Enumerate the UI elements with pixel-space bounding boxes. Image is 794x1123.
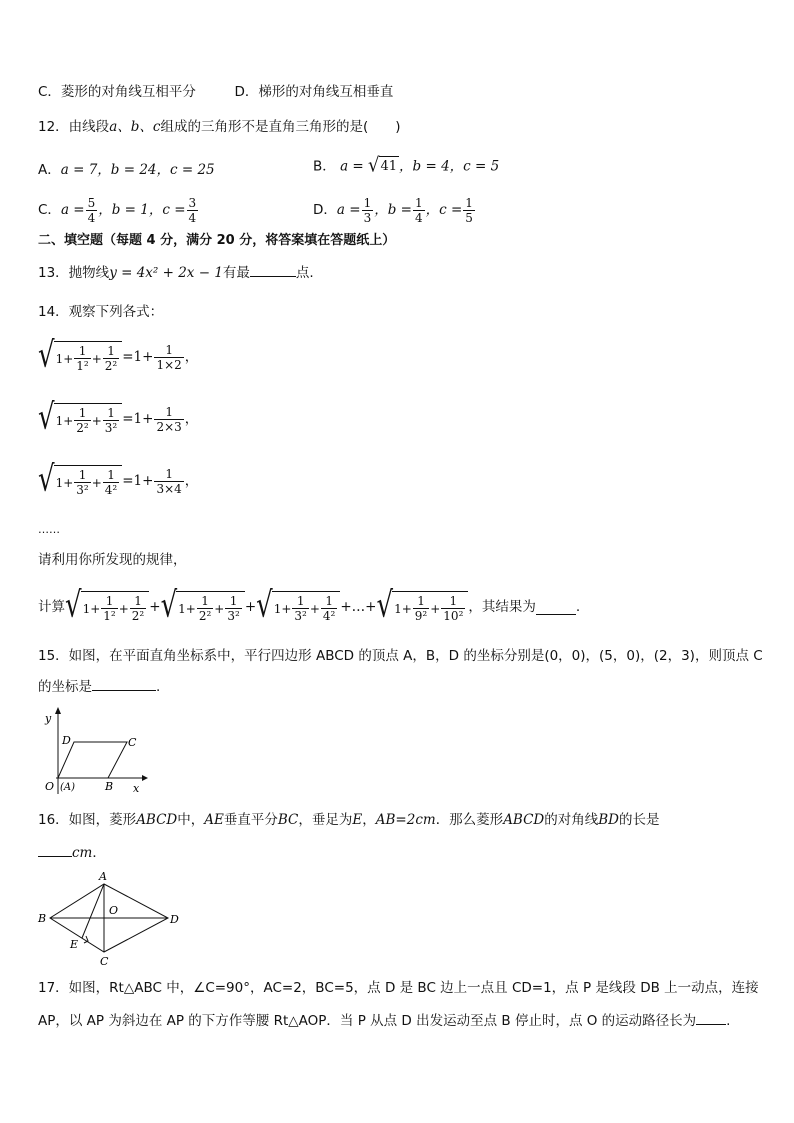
numerator: 1 <box>414 195 423 210</box>
q14-formula-1: √ 1+ $\frac{1}{\text{1²}}$ + $\frac{1}{\text{2²}}$ =1+ $\frac{1}{1\times 2}$ ， <box>38 335 199 376</box>
q11-option-d: D．梯形的对角线互相垂直 <box>234 84 394 100</box>
q16-abcd: ABCD <box>136 812 178 828</box>
label-o: O <box>45 780 55 793</box>
answer-blank[interactable] <box>92 676 156 691</box>
q12-b-rest: ，b = 4，c = 5 <box>399 158 500 175</box>
q12-option-d: D． a = $\frac{1}{3}$ ，b = $\frac{1}{4}$ ，c = $\frac{1}{5}$ <box>313 195 473 225</box>
q16-bc: BC <box>277 812 299 828</box>
q15-line2 <box>38 676 160 697</box>
q14-formula-3: √ 1+ $\frac{1}{\text{3²}}$ + $\frac{1}{\text{4²}}$ =1+ $\frac{1}{3\times 4}$ ， <box>38 459 199 500</box>
q15-line2-text: 的坐标是 <box>38 679 92 695</box>
sqrt-symbol: √ 1+ $\frac{1}{\text{2²}}$ + $\frac{1}{\text{3²}}$ <box>38 403 122 435</box>
sqrt-symbol: √ 1+ $\frac{1}{\text{3²}}$ + $\frac{1}{\text{4²}}$ <box>38 465 122 497</box>
q13-text-b: 有最 <box>222 265 250 281</box>
q16-text: ．那么菱形 <box>435 812 504 828</box>
denominator: 3² <box>76 483 89 497</box>
denominator: 3² <box>227 609 240 623</box>
sqrt-symbol: √ 1+ $\frac{1}{\text{9²}}$ + $\frac{1}{\text{10²}}$ <box>377 591 469 623</box>
q12-a-label: A． <box>38 162 61 178</box>
sqrt-symbol: √ 1+ $\frac{1}{\text{2²}}$ + $\frac{1}{\text{3²}}$ <box>161 591 245 623</box>
label-e: E <box>70 938 79 951</box>
denominator: 4 <box>87 210 96 225</box>
fraction <box>463 196 475 225</box>
sqrt-symbol: √ 1+ $\frac{1}{\text{3²}}$ + $\frac{1}{\text{4²}}$ <box>256 591 340 623</box>
q12-b-a: a = <box>340 158 369 175</box>
q16-text: 16．如图，菱形 <box>38 812 137 828</box>
numerator: 1 <box>363 195 372 210</box>
parallelogram-figure <box>36 704 150 796</box>
q17-line2-text: AP，以 AP 为斜边在 AP 的下方作等腰 Rt△AOP．当 P 从点 D 出发运动至点 B 停止时，点 O 的运动路径长为 <box>38 1013 697 1029</box>
label-d: D <box>170 913 179 926</box>
period: ． <box>92 845 106 861</box>
fraction <box>362 196 374 225</box>
denominator: 4 <box>188 210 197 225</box>
denominator: 2² <box>76 421 89 435</box>
label-b: B <box>105 780 114 793</box>
answer-blank[interactable] <box>696 1010 726 1025</box>
period: . <box>156 679 161 695</box>
q12-d-label: D． <box>313 202 337 218</box>
q14-formula-2: √ 1+ $\frac{1}{\text{2²}}$ + $\frac{1}{\text{3²}}$ =1+ $\frac{1}{2\times 3}$ ， <box>38 397 199 438</box>
numerator: 1 <box>465 195 473 210</box>
answer-blank[interactable] <box>536 600 576 615</box>
sqrt-symbol: √ 41 <box>368 153 398 177</box>
denominator: 4 <box>414 210 423 225</box>
q17-line2 <box>38 1010 730 1031</box>
q16-text: 的长是 <box>619 812 660 828</box>
label-x: x <box>133 782 140 795</box>
q16-line2 <box>38 842 106 863</box>
q14-calc: 计算 √ 1+ $\frac{1}{\text{1²}}$ + $\frac{1}{\text{2²}}$ + √ 1+ $\frac{1}{\text{2²}}$ + $\frac{1}{\text{3²}}$ + √ 1+ $\frac{1}{\text{3²}}$ + $\frac{1}{\text{4²}}$ +…+ √ 1+ $\frac{1}{\text{9²}}$ + $\frac{1}{\text{10²}}$ ，其结果为 . <box>38 585 581 626</box>
denominator: 3² <box>104 421 118 435</box>
q14-tail: ，其结果为 <box>468 599 536 615</box>
denominator: 1×2 <box>156 357 182 372</box>
sqrt-symbol: √ 1+ $\frac{1}{\text{1²}}$ + $\frac{1}{\text{2²}}$ <box>38 341 122 373</box>
q14-title: 14．观察下列各式： <box>38 304 164 320</box>
q16-line1 <box>38 810 660 830</box>
q12-stem <box>38 117 401 137</box>
q16-text: ， <box>362 812 376 828</box>
rhombus-figure <box>36 868 186 970</box>
q12-c-b: b = 1， <box>111 202 163 218</box>
denominator: 2² <box>198 609 212 623</box>
q13-text-a: 13．抛物线 <box>38 265 110 281</box>
fraction <box>413 196 425 225</box>
label-b: B <box>38 912 47 925</box>
q16-text: 中， <box>177 812 205 828</box>
denominator: 2² <box>131 609 145 623</box>
q12-b-label: B． <box>313 158 336 175</box>
q12-option-a <box>38 160 215 180</box>
label-d: D <box>62 734 71 747</box>
segment-ae <box>82 884 104 938</box>
numerator: 5 <box>87 195 96 210</box>
q12-stem-end: 组成的三角形不是直角三角形的是( ) <box>160 119 401 135</box>
q12-vars: a、b、c <box>109 119 161 135</box>
section-heading: 二、填空题（每题 4 分，满分 20 分，将答案填在答题纸上） <box>38 233 396 248</box>
denominator: 2² <box>104 359 118 373</box>
fraction <box>187 196 199 225</box>
q12-b-radicand: 41 <box>379 156 400 177</box>
denominator: 3² <box>294 609 307 623</box>
parallelogram <box>58 742 127 778</box>
denominator: 3 <box>363 210 372 225</box>
q14-calc-label: 计算 <box>38 599 65 615</box>
denominator: 1² <box>103 609 116 623</box>
q12-c-label: C． <box>38 202 61 218</box>
period: . <box>575 599 581 615</box>
y-axis-arrow <box>55 707 61 714</box>
q16-abcd: ABCD <box>503 812 545 828</box>
label-a: A <box>99 870 107 883</box>
denominator: 4² <box>322 609 336 623</box>
q13-formula: y = 4x² + 2x − 1 <box>109 265 223 281</box>
label-c: C <box>128 736 137 749</box>
denominator: 5 <box>465 210 473 225</box>
q16-unit: cm <box>72 845 93 861</box>
x-axis-arrow <box>142 775 148 781</box>
denominator: 1² <box>76 359 89 373</box>
denominator: 4² <box>104 483 118 497</box>
label-c: C <box>100 955 109 968</box>
sqrt-symbol: √ 1+ $\frac{1}{\text{1²}}$ + $\frac{1}{\text{2²}}$ <box>65 591 149 623</box>
denominator: 9² <box>414 609 428 623</box>
denominator: 2×3 <box>156 419 182 434</box>
q13 <box>38 262 314 283</box>
q16-bd: BD <box>598 812 620 828</box>
q16-text: 的对角线 <box>544 812 599 828</box>
q12-option-b <box>313 153 500 177</box>
label-y: y <box>45 712 52 725</box>
denominator: 10² <box>443 609 464 623</box>
answer-blank[interactable] <box>38 842 72 857</box>
label-o: O <box>109 904 119 917</box>
q14-hint: 请利用你所发现的规律， <box>38 552 187 568</box>
denominator: 3×4 <box>156 481 182 496</box>
period: . <box>726 1013 731 1029</box>
answer-blank[interactable] <box>250 262 296 277</box>
q16-e: E <box>352 812 363 828</box>
ellipsis: …… <box>38 523 60 536</box>
fraction <box>86 196 98 225</box>
q16-ab: AB=2cm <box>375 812 436 828</box>
q12-option-c: C． a = $\frac{5}{4}$ ， b = 1， c = $\frac{3}{4}$ <box>38 195 197 225</box>
numerator: 3 <box>188 195 197 210</box>
q12-a-text: a = 7，b = 24，c = 25 <box>60 162 215 178</box>
q16-ae: AE <box>204 812 224 828</box>
label-a: (A) <box>60 782 76 793</box>
q11-options-line <box>38 82 393 102</box>
q11-option-c: C．菱形的对角线互相平分 <box>38 84 196 100</box>
q16-text: 垂直平分 <box>223 812 278 828</box>
q17-line1: 17．如图，Rt△ABC 中，∠C=90°，AC=2，BC=5，点 D 是 BC 边上一点且 CD=1，点 P 是线段 DB 上一动点，连接 <box>38 980 759 996</box>
q12-stem-start: 12．由线段 <box>38 119 110 135</box>
q15-line1: 15．如图，在平面直角坐标系中，平行四边形 ABCD 的顶点 A，B，D 的坐标分别是(0，0)，(5，0)，(2，3)，则顶点 C <box>38 648 763 664</box>
q13-text-c: 点. <box>295 265 314 281</box>
q16-text: ，垂足为 <box>298 812 353 828</box>
